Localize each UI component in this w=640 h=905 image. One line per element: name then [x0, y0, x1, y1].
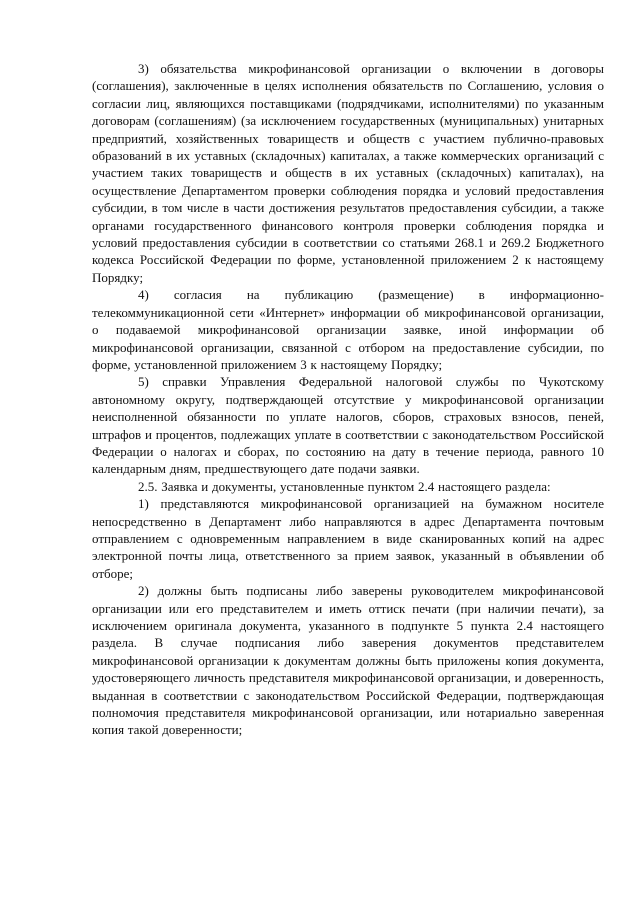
paragraph-item-5: 5) справки Управления Федеральной налоговой службы по Чукотскому автономному округу, подтверждающей отсутствие у микрофинансовой организации неисполненной обязанности по уплате налогов, сборов, страховых взносов, пеней, штрафов и процентов, подлежащих уплате в соответствии с законодательством Российской Федерации о налогах и сборах, по состоянию на дату в течение периода, равного 10 календарным дням, предшествующего дате подачи заявки.	[92, 374, 604, 477]
paragraph-item-4: 4) согласия на публикацию (размещение) в информационно-телекоммуникационной сети «Интернет» информации об микрофинансовой организации, о подаваемой микрофинансовой организации заявке, иной информации об микрофинансовой организации, связанной с отбором на предоставление субсидии, по форме, установленной приложением 3 к настоящему Порядку;	[92, 287, 604, 372]
paragraph-section-2-5: 2.5. Заявка и документы, установленные пунктом 2.4 настоящего раздела:	[138, 478, 551, 494]
paragraph-subitem-2: 2) должны быть подписаны либо заверены руководителем микрофинансовой организации или его представителем и иметь оттиск печати (при наличии печати), за исключением оригинала документа, указанного в подпункте 5 пункта 2.4 настоящего раздела. В случае подписания либо заверения документов представителем микрофинансовой организации к документам должны быть приложены копия документа, удостоверяющего личность представителя микрофинансовой организации, и доверенность, выданная в соответствии с законодательством Российской Федерации, подтверждающая полномочия представителя микрофинансовой организации, или нотариально заверенная копия такой доверенности;	[92, 583, 604, 738]
paragraph-item-3: 3) обязательства микрофинансовой организации о включении в договоры (соглашения), заключенные в целях исполнения обязательств по Соглашению, условия о согласии лиц, являющихся поставщиками (подрядчиками, исполнителями) по указанным договорам (соглашениям) (за исключением государственных (муниципальных) унитарных предприятий, хозяйственных товариществ и обществ с участием публично-правовых образований в их уставных (складочных) капиталах, а также коммерческих организаций с участием таких товариществ и обществ в их уставных (складочных) капиталах), на осуществление Департаментом проверки соблюдения порядка и условий предоставления субсидии, в том числе в части достижения результатов предоставления субсидии, а также органами государственного финансового контроля проверки соблюдения порядка и условий предоставления субсидии в соответствии со статьями 268.1 и 269.2 Бюджетного кодекса Российской Федерации по форме, установленной приложением 2 к настоящему Порядку;	[92, 61, 604, 285]
paragraph-subitem-1: 1) представляются микрофинансовой организацией на бумажном носителе непосредственно в Департамент либо направляются в адрес Департамента почтовым отправлением с одновременным направлением в виде сканированных копий на адрес электронной почты лица, ответственного за прием заявок, указанный в объявлении об отборе;	[92, 496, 604, 581]
